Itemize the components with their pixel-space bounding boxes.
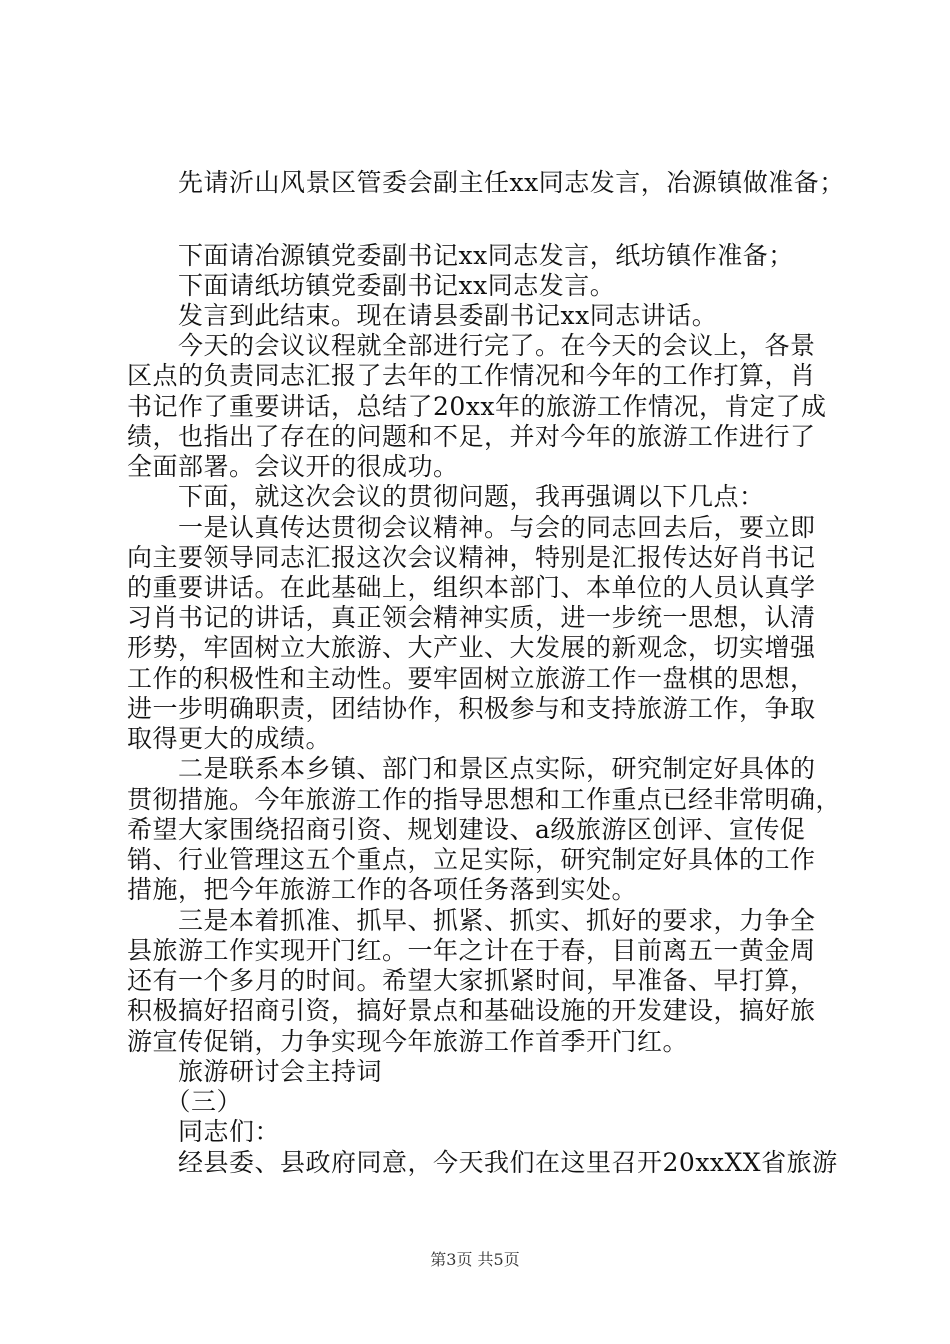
- paragraph-line: 积极搞好招商引资，搞好景点和基础设施的开发建设，搞好旅: [127, 996, 816, 1025]
- paragraph-line: 发言到此结束。现在请县委副书记xx同志讲话。: [127, 301, 718, 330]
- paragraph-line: 全面部署。会议开的很成功。: [127, 452, 459, 481]
- paragraph-line: 还有一个多月的时间。希望大家抓紧时间，早准备、早打算，: [127, 966, 816, 995]
- paragraph-line: 经县委、县政府同意，今天我们在这里召开20xxXX省旅游: [127, 1148, 838, 1177]
- paragraph-line: 措施，把今年旅游工作的各项任务落到实处。: [127, 875, 638, 904]
- page-footer: 第3页 共5页: [430, 1250, 520, 1269]
- paragraph-line: 二是联系本乡镇、部门和景区点实际，研究制定好具体的: [127, 754, 816, 783]
- paragraph-line: 游宣传促销，力争实现今年旅游工作首季开门红。: [127, 1027, 689, 1056]
- paragraph-line: 希望大家围绕招商引资、规划建设、a级旅游区创评、宣传促: [127, 815, 806, 844]
- paragraph-line: 的重要讲话。在此基础上，组织本部门、本单位的人员认真学: [127, 573, 816, 602]
- paragraph-line: 书记作了重要讲话，总结了20xx年的旅游工作情况，肯定了成: [127, 392, 827, 421]
- paragraph-line: 取得更大的成绩。: [127, 724, 332, 753]
- paragraph-line: 同志们：: [127, 1117, 281, 1146]
- paragraph-line: 下面请纸坊镇党委副书记xx同志发言。: [127, 271, 616, 300]
- paragraph-line: 下面，就这次会议的贯彻问题，我再强调以下几点：: [127, 482, 765, 511]
- paragraph-line: 先请沂山风景区管委会副主任xx同志发言，冶源镇做准备；: [127, 168, 845, 197]
- paragraph-line: 贯彻措施。今年旅游工作的指导思想和工作重点已经非常明确，: [127, 785, 842, 814]
- paragraph-line: 一是认真传达贯彻会议精神。与会的同志回去后，要立即: [127, 513, 816, 542]
- paragraph-line: 县旅游工作实现开门红。一年之计在于春，目前离五一黄金周: [127, 936, 816, 965]
- paragraph-line: 形势，牢固树立大旅游、大产业、大发展的新观念，切实增强: [127, 633, 816, 662]
- paragraph-line: 工作的积极性和主动性。要牢固树立旅游工作一盘棋的思想，: [127, 664, 816, 693]
- paragraph-line: （三）: [127, 1087, 243, 1116]
- paragraph-line: 习肖书记的讲话，真正领会精神实质，进一步统一思想，认清: [127, 603, 816, 632]
- paragraph-line: 进一步明确职责，团结协作，积极参与和支持旅游工作，争取: [127, 694, 816, 723]
- paragraph-line: 旅游研讨会主持词: [127, 1057, 383, 1086]
- paragraph-line: 三是本着抓准、抓早、抓紧、抓实、抓好的要求，力争全: [127, 906, 816, 935]
- paragraph-line: 向主要领导同志汇报这次会议精神，特别是汇报传达好肖书记: [127, 543, 816, 572]
- paragraph-line: 今天的会议议程就全部进行完了。在今天的会议上，各景: [127, 331, 816, 360]
- paragraph-line: 绩，也指出了存在的问题和不足，并对今年的旅游工作进行了: [127, 422, 816, 451]
- paragraph-line: 下面请冶源镇党委副书记xx同志发言，纸坊镇作准备；: [127, 241, 794, 270]
- paragraph-line: 销、行业管理这五个重点，立足实际，研究制定好具体的工作: [127, 845, 816, 874]
- paragraph-line: 区点的负责同志汇报了去年的工作情况和今年的工作打算，肖: [127, 361, 816, 390]
